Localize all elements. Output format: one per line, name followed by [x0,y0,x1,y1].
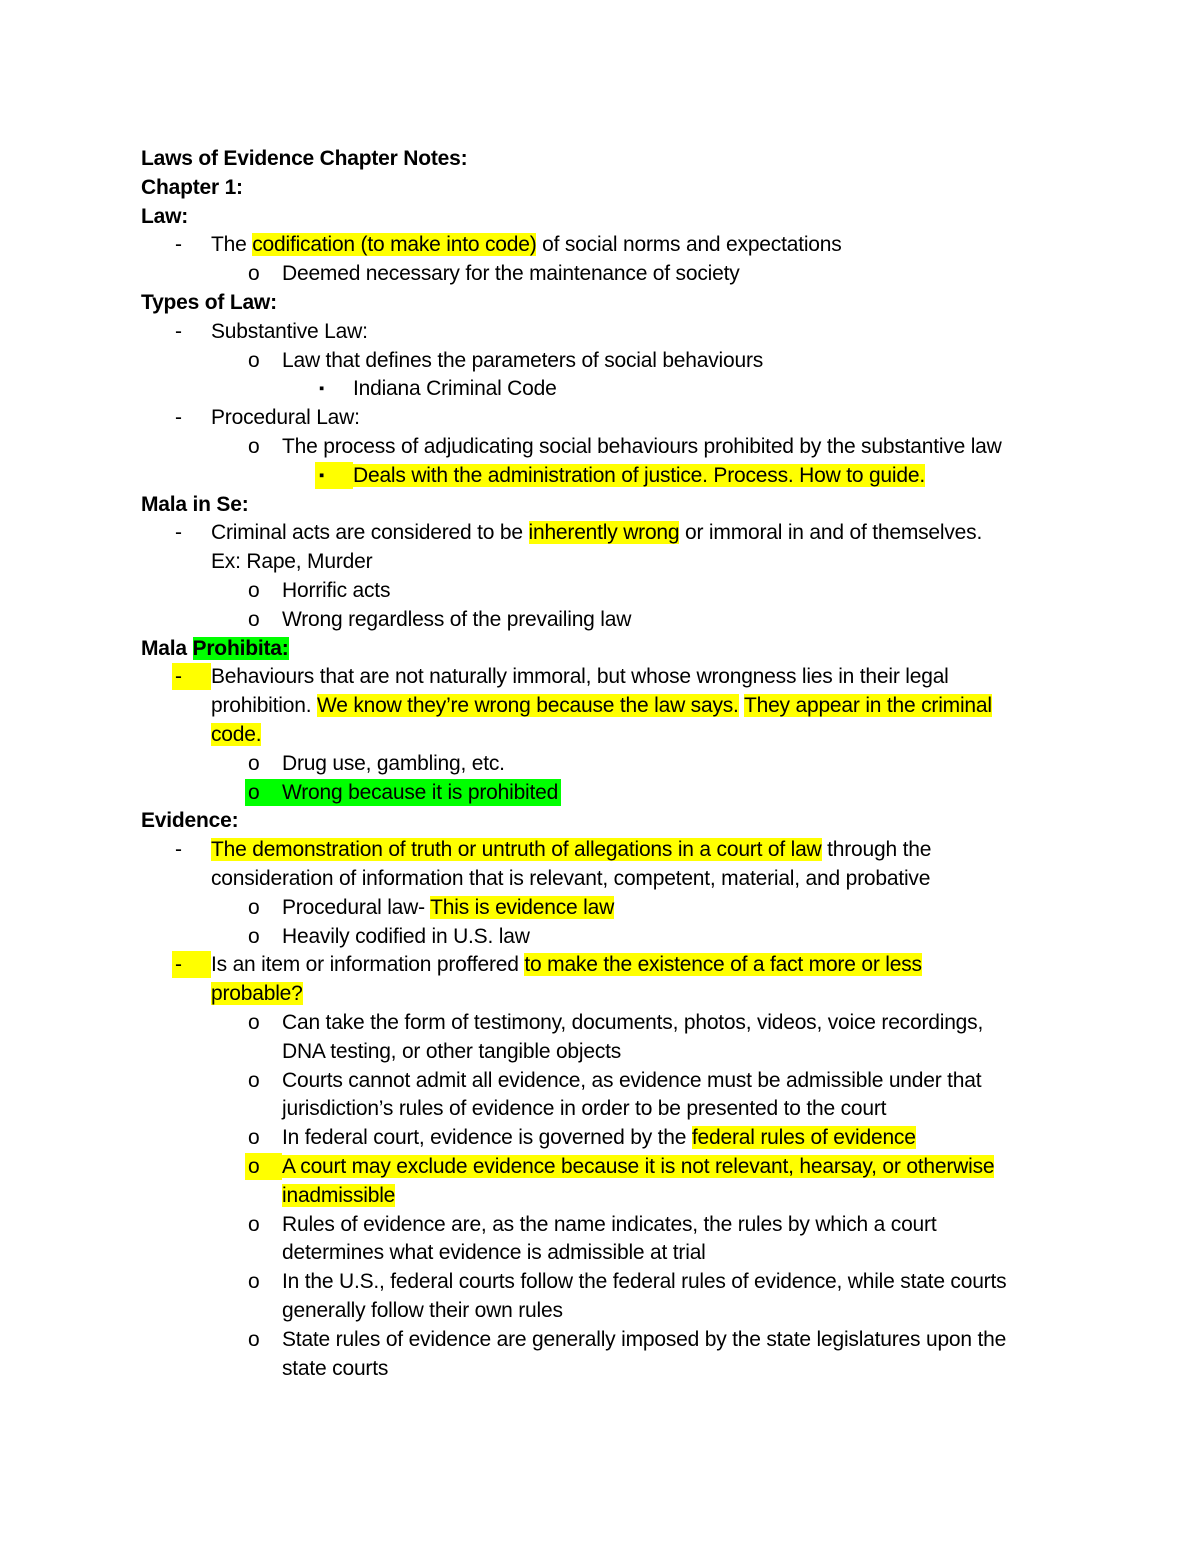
text-run: Behaviours that are not naturally immoral, but whose wrongness lies in their legal [211,665,949,689]
text-run: DNA testing, or other tangible objects [282,1039,622,1063]
list-item-text [282,1267,1006,1296]
list-item-text [211,662,949,691]
list-item-text [282,749,505,778]
bullet-marker: o [248,1212,260,1236]
text-run: of social norms and expectations [536,233,842,257]
text-run: Mala in Se: [141,492,249,516]
text-run: determines what evidence is admissible at trial [282,1241,706,1265]
text-run: Can take the form of testimony, documents, photos, videos, voice recordings, [282,1011,984,1034]
highlighted-text: code. [211,723,262,746]
bullet-marker: o [248,1155,260,1178]
highlighted-text: They appear in the criminal [743,694,992,718]
text-run: Substantive Law: [211,319,368,343]
list-item-text [282,1008,983,1037]
list-item-text [282,1066,981,1095]
text-run: prohibition. [211,694,317,718]
text-run: Mala [141,636,193,660]
list-item-text [282,778,558,807]
text-run: Types of Law: [141,291,277,314]
list-item-text [211,403,360,432]
text-run: Ex: Rape, Murder [211,550,373,574]
text-run: jurisdiction’s rules of evidence in order to be presented to the court [282,1097,887,1121]
list-item-text [211,720,261,749]
bullet-marker: - [175,953,182,977]
bullet-marker: o [248,1011,260,1034]
highlighted-text: to make the existence of a fact more or less [524,953,922,977]
highlighted-text: The demonstration of truth or untruth of allegations in a court of law [211,838,822,862]
section-heading [141,173,243,202]
bullet-marker: o [248,895,260,919]
text-run: Criminal acts are considered to be [211,521,529,545]
list-item-text [282,1181,395,1210]
list-item-text [353,374,557,403]
highlighted-text: probable? [211,982,303,1006]
list-item-text [282,1325,1006,1354]
highlighted-text: inherently wrong [528,521,680,545]
bullet-marker: o [248,780,260,804]
text-run: Deemed necessary for the maintenance of society [282,262,740,286]
list-item-text [211,518,982,547]
bullet-marker: o [248,1126,260,1150]
bullet-marker: ▪ [319,466,325,484]
list-item-text [282,1094,886,1123]
bullet-marker: o [248,607,260,631]
text-run: Procedural law- [282,895,431,919]
text-run: Law that defines the parameters of social behaviours [282,348,764,372]
highlighted-text: codification (to make into code) [252,233,537,257]
text-run: Evidence: [141,809,239,833]
list-item-text [353,461,925,490]
section-heading [141,490,249,519]
section-heading [141,634,289,663]
highlighted-text: A court may exclude evidence because it is not relevant, hearsay, or otherwise [282,1155,995,1178]
list-item-text [211,317,368,346]
text-run: consideration of information that is relevant, competent, material, and probative [211,867,931,890]
list-item-text [282,432,1002,461]
highlighted-text: We know they’re wrong because the law says. [316,694,739,718]
text-run: Heavily codified in U.S. law [282,924,530,948]
section-heading [141,806,238,835]
bullet-marker: o [248,1068,260,1092]
text-run: Wrong because it is prohibited [282,780,559,804]
bullet-marker: o [248,1270,260,1294]
text-run: Chapter 1: [141,175,243,199]
bullet-marker: - [175,665,182,689]
list-item-text [282,1354,388,1383]
text-run: In the U.S., federal courts follow the federal rules of evidence, while state courts [282,1270,1007,1294]
list-item-text [282,576,390,605]
list-item-text [282,346,763,375]
bullet-marker: o [248,435,260,458]
bullet-marker: - [175,406,182,430]
highlighted-text: inadmissible [282,1183,396,1207]
list-item-text [282,1152,994,1181]
bullet-marker: o [248,262,260,286]
text-run: The process of adjudicating social behaviours prohibited by the substantive law [282,435,1002,458]
bullet-marker: ▪ [319,380,325,398]
list-item-text [282,1210,936,1239]
text-run: Indiana Criminal Code [353,377,557,401]
bullet-marker: o [248,1327,260,1351]
list-item-text [282,605,631,634]
bullet-marker: - [175,838,182,862]
text-run: Wrong regardless of the prevailing law [282,607,632,631]
text-run: Law: [141,204,189,228]
text-run: generally follow their own rules [282,1299,563,1322]
bullet-marker: - [175,233,182,257]
text-run: State rules of evidence are generally imposed by the state legislatures upon the [282,1327,1007,1351]
list-item-text [282,1037,621,1066]
text-run: through the [821,838,932,862]
list-item-text [211,691,992,720]
text-run: Courts cannot admit all evidence, as evidence must be admissible under that [282,1068,982,1092]
list-item-text [211,950,922,979]
section-heading [141,202,188,231]
list-item-text [282,922,530,951]
bullet-marker: o [248,751,260,775]
list-item-text [211,864,930,893]
text-run: Is an item or information proffered [211,953,525,977]
list-item-text [282,1296,563,1325]
list-item-text [282,1123,916,1152]
list-item-text [211,230,842,259]
text-run: or immoral in and of themselves. [679,521,983,545]
highlighted-text: Prohibita: [192,636,289,660]
list-item-text [211,835,931,864]
text-run: Rules of evidence are, as the name indicates, the rules by which a court [282,1212,937,1236]
text-run: In federal court, evidence is governed by the [282,1126,692,1150]
text-run: Drug use, gambling, etc. [282,751,505,775]
text-run: Horrific acts [282,579,391,602]
section-heading [141,144,467,173]
text-run: Procedural Law: [211,406,360,430]
text-run: The [211,233,253,257]
bullet-marker: o [248,348,260,372]
bullet-marker: o [248,579,260,602]
list-item-text [282,893,614,922]
bullet-marker: - [175,319,182,343]
highlighted-text: Deals with the administration of justice. Process. How to guide. [353,463,925,487]
bullet-marker: o [248,924,260,948]
section-heading [141,288,277,317]
list-item-text [282,1238,706,1267]
text-run: state courts [282,1356,389,1380]
list-item-text [211,547,372,576]
list-item-text [211,979,303,1008]
highlighted-text: This is evidence law [430,895,615,919]
text-run: Laws of Evidence Chapter Notes: [141,147,468,170]
bullet-marker: - [175,521,182,545]
highlighted-text: federal rules of evidence [691,1126,916,1150]
list-item-text [282,259,740,288]
